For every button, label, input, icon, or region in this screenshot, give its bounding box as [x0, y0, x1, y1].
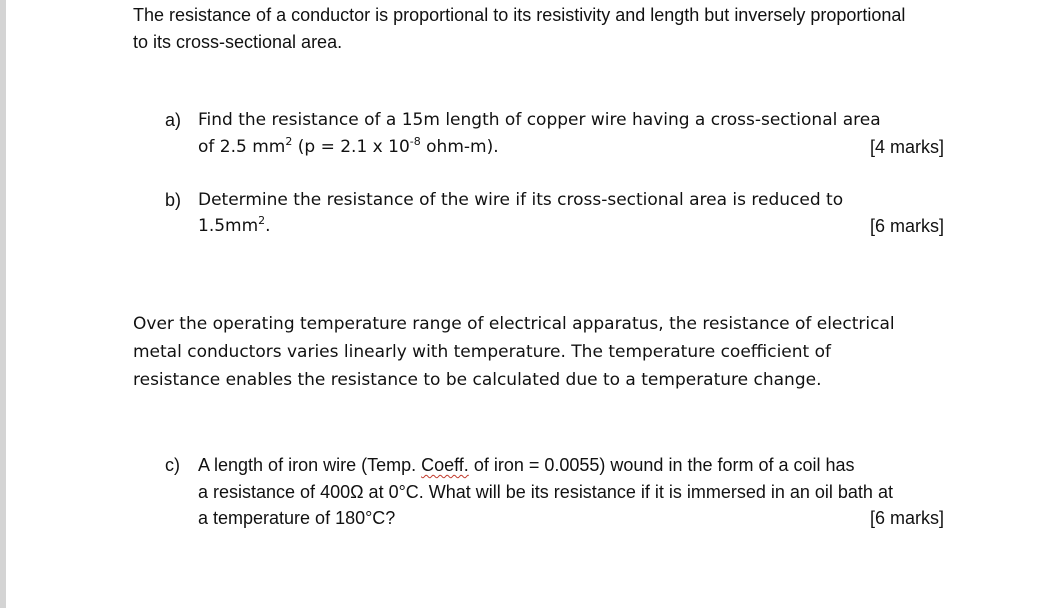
- paragraph-line-1: Over the operating temperature range of electrical apparatus, the resistance of electrical: [133, 314, 895, 334]
- question-a-resistivity-exponent: -8: [409, 135, 421, 148]
- question-a-line-2-pre: of 2.5 mm: [198, 137, 286, 157]
- question-b-letter: b): [165, 190, 182, 210]
- paragraph-line-2: metal conductors varies linearly with temperature. The temperature coefficient of: [133, 342, 831, 362]
- question-b-area-exponent: 2: [258, 214, 266, 227]
- question-c-line-1-pre: A length of iron wire (Temp.: [198, 455, 422, 475]
- question-a-marks: [4 marks]: [869, 137, 944, 157]
- question-c-line-2: a resistance of 400Ω at 0°C. What will be its resistance if it is immersed in an oil bath at: [198, 482, 893, 502]
- question-c-marks: [6 marks]: [869, 508, 944, 528]
- question-a-line-2-post: ohm-m).: [420, 137, 499, 157]
- spellcheck-flagged-word[interactable]: Coeff.: [421, 455, 469, 475]
- question-a-letter: a): [165, 110, 182, 130]
- question-a-line-1: Find the resistance of a 15m length of copper wire having a cross-sectional area: [198, 110, 881, 130]
- question-a-line-2: [198, 134, 499, 160]
- question-b-line-2-pre: 1.5mm: [198, 216, 259, 236]
- question-b-line-1: Determine the resistance of the wire if its cross-sectional area is reduced to: [198, 190, 844, 210]
- question-c-line-1: [198, 452, 855, 478]
- page-left-edge: [0, 0, 6, 608]
- intro-line-1: The resistance of a conductor is proportional to its resistivity and length but inversely proportional: [133, 5, 906, 25]
- question-a-area-exponent: 2: [285, 135, 293, 148]
- question-b-line-2-post: .: [265, 216, 271, 236]
- paragraph-line-3: resistance enables the resistance to be calculated due to a temperature change.: [133, 370, 822, 390]
- question-b-marks: [6 marks]: [869, 216, 944, 236]
- question-b-line-2: [198, 213, 271, 239]
- question-c-line-3: a temperature of 180°C?: [198, 508, 396, 528]
- intro-line-2: to its cross-sectional area.: [133, 32, 343, 52]
- question-c-line-1-post: of iron = 0.0055) wound in the form of a coil has: [468, 455, 855, 475]
- question-a-line-2-mid: (p = 2.1 x 10: [292, 137, 410, 157]
- question-c-letter: c): [165, 455, 180, 475]
